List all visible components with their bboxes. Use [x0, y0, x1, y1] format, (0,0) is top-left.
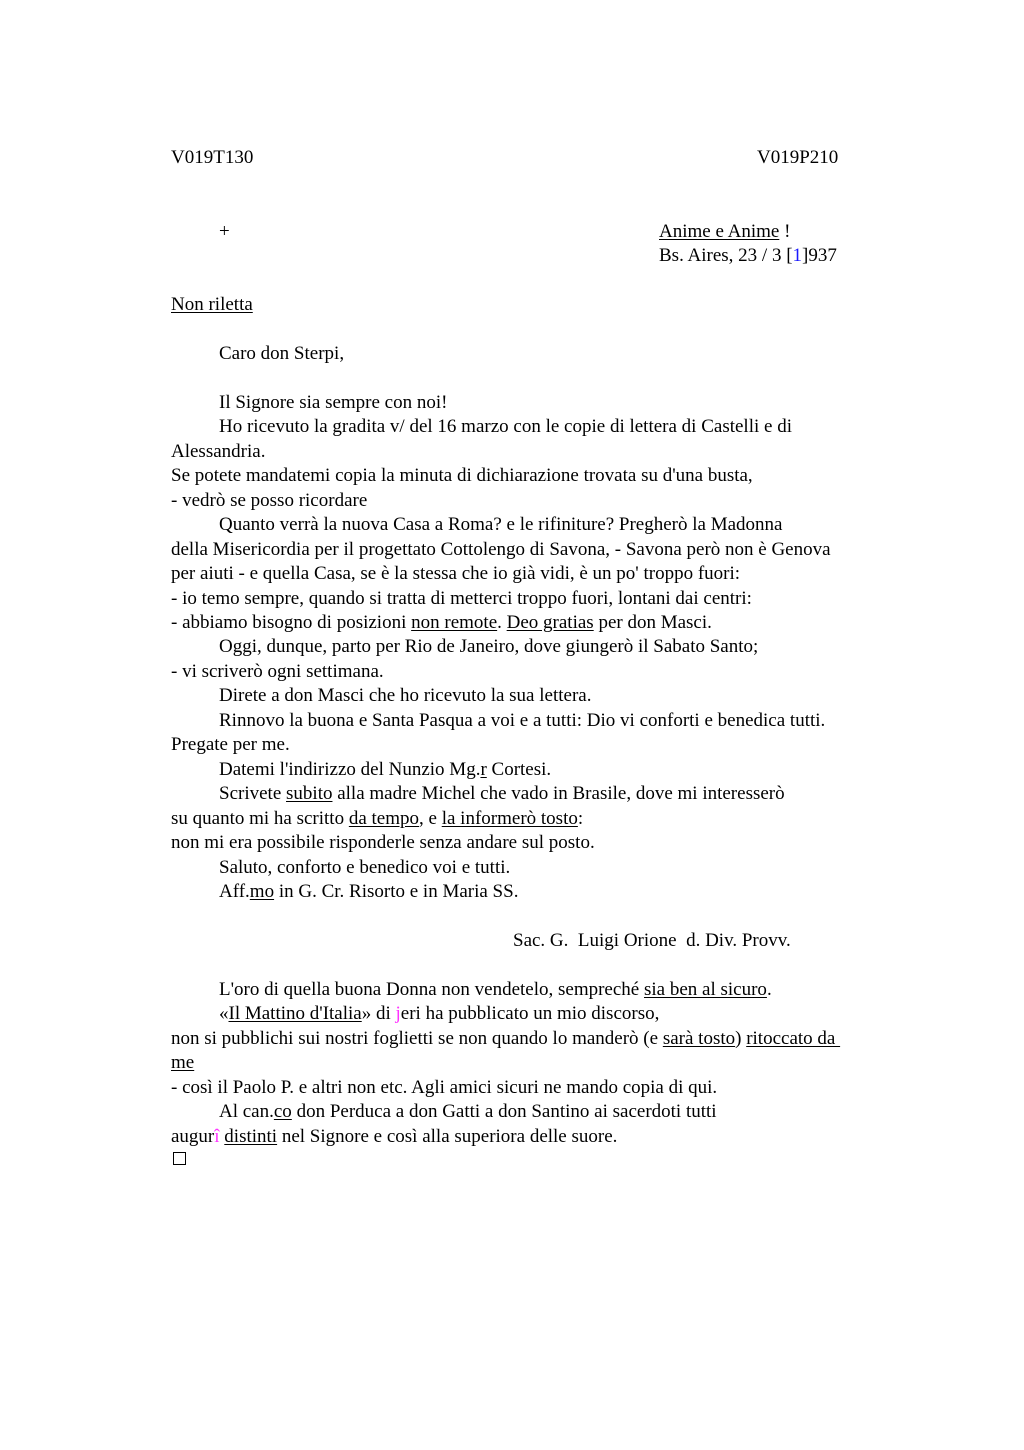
salutation: Caro don Sterpi,: [219, 343, 345, 364]
text-run: eri ha pubblicato un mio discorso,: [400, 1003, 660, 1024]
text-run: Cortesi.: [486, 759, 552, 780]
body-line: - vi scriverò ogni settimana.: [171, 661, 384, 682]
body-line: Direte a don Masci che ho ricevuto la sua lettera.: [219, 685, 592, 706]
body-line: [219, 758, 551, 782]
text-run: Datemi l'indirizzo del Nunzio Mg.: [219, 759, 481, 780]
text-run: » di: [361, 1003, 396, 1024]
text-run: don Perduca a don Gatti a don Santino ai sacerdoti tutti: [291, 1101, 717, 1122]
text-run: su quanto mi ha scritto: [171, 808, 349, 829]
body-line: Saluto, conforto e benedico voi e tutti.: [219, 857, 511, 878]
text-run: per don Masci.: [593, 612, 712, 633]
text-run: .: [497, 612, 507, 633]
body-line: [219, 880, 518, 904]
postscript-line: me: [171, 1052, 195, 1073]
text-run: , e: [419, 808, 442, 829]
text-run: - abbiamo bisogno di posizioni: [171, 612, 412, 633]
text-run: nel Signore e così alla superiora delle suore.: [277, 1126, 618, 1147]
body-line: [171, 807, 583, 831]
underlined-run: subito: [286, 783, 333, 804]
inserted-letter: î: [214, 1126, 220, 1147]
body-line: - io temo sempre, quando si tratta di metterci troppo fuori, lontani dai centri:: [171, 588, 752, 609]
text-run: non si pubblichi sui nostri foglietti se non quando lo manderò (e: [171, 1028, 663, 1049]
text-run: .: [766, 979, 772, 1000]
letter-date: [659, 244, 837, 268]
underlined-run: la informerò tosto: [441, 808, 578, 829]
date-prefix: Bs. Aires, 23 / 3 [: [659, 245, 793, 266]
underlined-run: Il Mattino d'Italia: [228, 1003, 362, 1024]
inserted-letter: j: [395, 1003, 401, 1024]
body-line: della Misericordia per il progettato Cottolengo di Savona, - Savona però non è Genova: [171, 539, 831, 560]
text-run: «: [219, 1003, 229, 1024]
text-run: L'oro di quella buona Donna non vendetelo, sempreché: [219, 979, 644, 1000]
postscript-line: [171, 1125, 617, 1149]
body-line: Ho ricevuto la gradita v/ del 16 marzo con le copie di lettera di Castelli e di: [219, 416, 792, 437]
body-line: Quanto verrà la nuova Casa a Roma? e le rifiniture? Pregherò la Madonna: [219, 514, 783, 535]
text-run: in G. Cr. Risorto e in Maria SS.: [274, 881, 519, 902]
header-left-code: V019T130: [171, 147, 254, 168]
body-line: [171, 611, 712, 635]
underlined-run: Deo gratias: [506, 612, 594, 633]
postscript-line: [219, 1002, 659, 1026]
body-line: Rinnovo la buona e Santa Pasqua a voi e a tutti: Dio vi conforti e benedica tutti.: [219, 710, 826, 731]
motto: [659, 220, 790, 244]
body-line: [219, 782, 785, 806]
postscript-line: [219, 978, 772, 1002]
underlined-run: sia ben al sicuro: [644, 979, 767, 1000]
body-line: Se potete mandatemi copia la minuta di dichiarazione trovata su d'una busta,: [171, 465, 753, 486]
note-non-riletta: Non riletta: [171, 294, 253, 315]
body-line: Il Signore sia sempre con noi!: [219, 392, 448, 413]
text-run: Al can.: [219, 1101, 274, 1122]
underlined-run: ritoccato da: [746, 1028, 841, 1049]
postscript-line: [219, 1100, 717, 1124]
body-line: Pregate per me.: [171, 734, 290, 755]
text-run: Aff.: [219, 881, 250, 902]
underlined-run: sarà tosto: [662, 1028, 736, 1049]
signature: Sac. G. Luigi Orione d. Div. Provv.: [513, 930, 791, 951]
postscript-line: [171, 1027, 840, 1051]
underlined-run: distinti: [224, 1126, 278, 1147]
date-insert: 1: [792, 245, 803, 266]
underlined-run: non remote: [411, 612, 498, 633]
body-line: non mi era possibile risponderle senza andare sul posto.: [171, 832, 595, 853]
underlined-run: r: [480, 759, 487, 780]
postscript-line: - così il Paolo P. e altri non etc. Agli amici sicuri ne mando copia di qui.: [171, 1077, 718, 1098]
underlined-run: co: [273, 1101, 292, 1122]
cross-mark: +: [219, 221, 230, 242]
body-line: Oggi, dunque, parto per Rio de Janeiro, dove giungerò il Sabato Santo;: [219, 636, 759, 657]
motto-suffix: !: [779, 221, 791, 242]
body-line: Alessandria.: [171, 441, 266, 462]
header-right-code: V019P210: [757, 147, 839, 168]
text-run: augur: [171, 1126, 215, 1147]
text-run: ): [735, 1028, 747, 1049]
text-run: alla madre Michel che vado in Brasile, dove mi interesserò: [332, 783, 785, 804]
text-run: Scrivete: [219, 783, 287, 804]
date-suffix: ]937: [802, 245, 837, 266]
body-line: per aiuti - e quella Casa, se è la stessa che io già vidi, è un po' troppo fuori:: [171, 563, 741, 584]
underlined-run: mo: [249, 881, 275, 902]
motto-text: Anime e Anime: [659, 221, 780, 242]
body-line: - vedrò se posso ricordare: [171, 490, 368, 511]
end-square-icon: [173, 1152, 186, 1165]
text-run: :: [577, 808, 584, 829]
underlined-run: da tempo: [348, 808, 420, 829]
